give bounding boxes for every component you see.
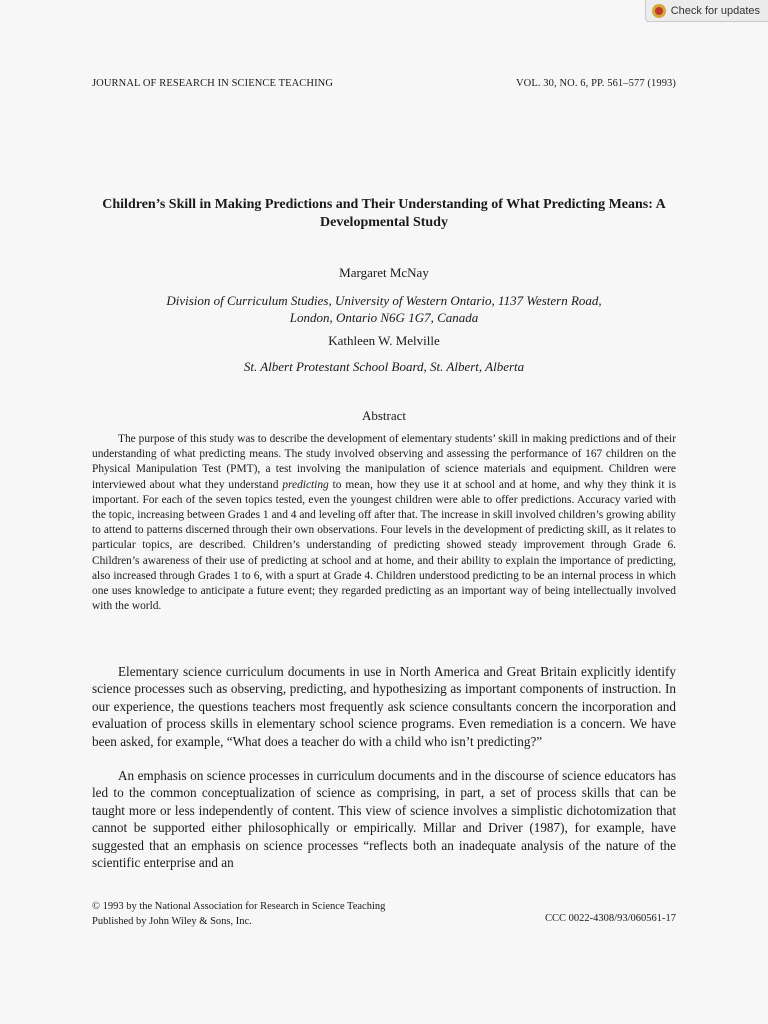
abstract-text-part-1: The purpose of this study was to describe the development of elementary students’ skill in making predictions and of their understanding of what predicting means. The study involved observing and assessing the performance of 167 children on the Physical Manipulation Test (PMT), a test involving the manipulation of science materials and equipment. Children were interviewed about what they understand bbox=[92, 433, 676, 491]
article-title: Children’s Skill in Making Predictions and Their Understanding of What Predicting Means: A Developmental Study bbox=[102, 197, 666, 230]
author-1: Margaret McNay bbox=[339, 265, 429, 280]
author-2: Kathleen W. Melville bbox=[328, 333, 440, 348]
volume-info: VOL. 30, NO. 6, PP. 561–577 (1993) bbox=[515, 78, 676, 89]
crossmark-icon bbox=[652, 4, 666, 18]
running-head bbox=[92, 78, 676, 89]
abstract-heading: Abstract bbox=[361, 408, 407, 423]
affiliation-2: St. Albert Protestant School Board, St. Albert, Alberta bbox=[243, 359, 525, 374]
body-paragraph-1: Elementary science curriculum documents in use in North America and Great Britain explicitly identify science processes such as observing, predicting, and hypothesizing as important components of instruction. In our experience, the questions teachers most frequently ask science consultants concern the incorporation and evaluation of process skills in elementary school science programs. Even remediation is a concern. We have been asked, for example, “What does a teacher do with a child who isn’t predicting?” bbox=[92, 664, 676, 749]
abstract-text bbox=[92, 432, 676, 614]
ccc-code: CCC 0022-4308/93/060561-17 bbox=[545, 913, 676, 924]
copyright-block bbox=[92, 899, 385, 929]
publisher-line: Published by John Wiley & Sons, Inc. bbox=[92, 916, 252, 927]
journal-name: JOURNAL OF RESEARCH IN SCIENCE TEACHING bbox=[92, 78, 334, 89]
body-paragraph-2: An emphasis on science processes in curriculum documents and in the discourse of science educators has led to the common conceptualization of science as comprising, in part, a set of process skills that can be taught more or less independently of content. This view of science involves a simplistic dichotomization that cannot be supported either philosophically or empirically. Millar and Driver (1987), for example, have suggested that an emphasis on science processes “reflects both an inadequate analysis of the nature of the scientific enterprise and an bbox=[92, 768, 676, 871]
affiliation-1-line-1: Division of Curriculum Studies, University of Western Ontario, 1137 Western Road, bbox=[166, 293, 602, 308]
abstract-italic-term: predicting bbox=[282, 478, 329, 491]
check-for-updates-label: Check for updates bbox=[670, 4, 760, 17]
affiliation-1-line-2: London, Ontario N6G 1G7, Canada bbox=[289, 310, 479, 325]
copyright-line: © 1993 by the National Association for Research in Science Teaching bbox=[92, 901, 386, 912]
affiliation-1 bbox=[100, 292, 668, 326]
abstract-text-part-2: to mean, how they use it at school and at home, and why they think it is important. For each of the seven topics tested, even the youngest children were able to offer predictions. Accuracy varied with the topic, increasing between Grades 1 and 4 and leveling off after that. The increase in skill involved children’s growing ability to attend to patterns discerned through their own observations. Four levels in the development of predicting skill, as it relates to particular topics, are described. Children’s understanding of predicting showed steady improvement through Grade 6. Children’s awareness of their use of predicting at school and at home, and their ability to explain the importance of predicting, also increased through Grades 1 to 6, with a spurt at Grade 4. Children understood predicting to be an internal process in which one uses knowledge to anticipate a future event; they regarded predicting as an important way of being intellectually involved with the world. bbox=[92, 478, 676, 613]
check-for-updates-button[interactable] bbox=[645, 0, 768, 22]
